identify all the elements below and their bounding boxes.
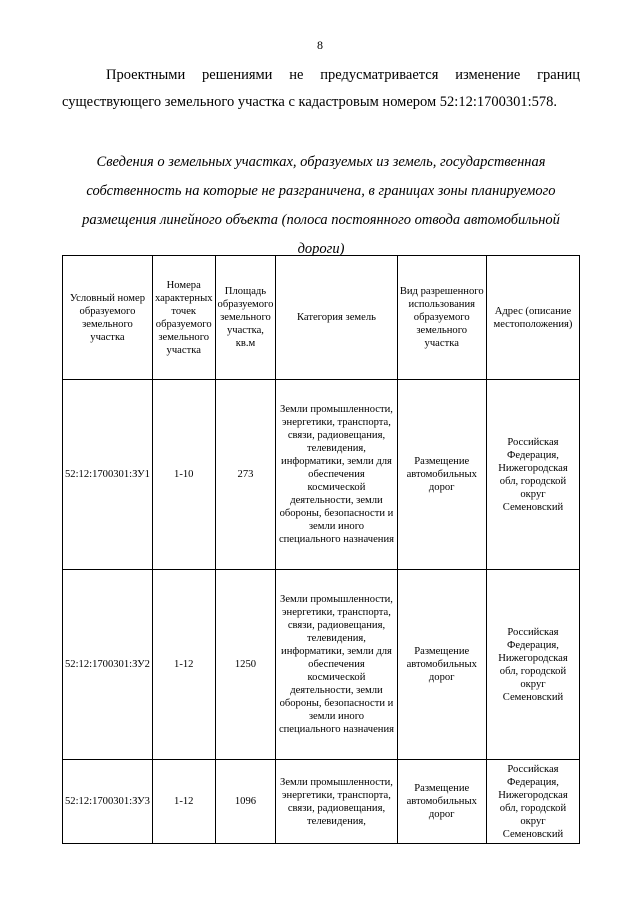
cell-address: Российская Федерация, Нижегородская обл, городской округ Семеновский [486,570,579,760]
cell-points: 1-12 [152,760,215,844]
table-row [63,570,580,760]
table-row [63,380,580,570]
page-number: 8 [317,38,323,52]
cell-address: Российская Федерация, Нижегородская обл, городской округ Семеновский [486,760,579,844]
cell-area: 1096 [215,760,276,844]
cell-area: 1250 [215,570,276,760]
cell-number: 52:12:1700301:ЗУ3 [63,760,153,844]
header-number: Условный номер образуемого земельного участка [63,256,153,380]
cell-address: Российская Федерация, Нижегородская обл, городской округ Семеновский [486,380,579,570]
header-category: Категория земель [276,256,397,380]
cell-use: Размещение автомобильных дорог [397,570,486,760]
section-heading-line-3: размещения линейного объекта (полоса постоянного отвода автомобильной [82,212,560,228]
intro-paragraph-line-2: существующего земельного участка с кадастровым номером 52:12:1700301:578. [62,94,558,110]
intro-paragraph-line-1: Проектными решениями не предусматривается изменение границ [106,67,580,83]
section-heading-line-4: дороги) [297,241,345,257]
section-heading-line-2: собственность на которые не разграничена, в границах зоны планируемого [86,183,556,199]
header-area: Площадь образуемого земельного участка, кв.м [215,256,276,380]
cell-use: Размещение автомобильных дорог [397,760,486,844]
cell-use: Размещение автомобильных дорог [397,380,486,570]
cell-points: 1-10 [152,380,215,570]
cell-category: Земли промышленности, энергетики, транспорта, связи, радиовещания, телевидения, информатики, земли для обеспечения космической деятельности, земли обороны, безопасности и земли иного специального назначения [276,570,397,760]
header-use: Вид разрешенного использования образуемого земельного участка [397,256,486,380]
header-address: Адрес (описание местоположения) [486,256,579,380]
land-plots-table [62,255,580,844]
cell-number: 52:12:1700301:ЗУ1 [63,380,153,570]
cell-area: 273 [215,380,276,570]
table-row [63,760,580,844]
header-points: Номера характерных точек образуемого земельного участка [152,256,215,380]
section-heading-line-1: Сведения о земельных участках, образуемых из земель, государственная [96,154,546,170]
cell-category: Земли промышленности, энергетики, транспорта, связи, радиовещания, телевидения, [276,760,397,844]
cell-category: Земли промышленности, энергетики, транспорта, связи, радиовещания, телевидения, информатики, земли для обеспечения космической деятельности, земли обороны, безопасности и земли иного специального назначения [276,380,397,570]
cell-number: 52:12:1700301:ЗУ2 [63,570,153,760]
table-header-row [63,256,580,380]
cell-points: 1-12 [152,570,215,760]
